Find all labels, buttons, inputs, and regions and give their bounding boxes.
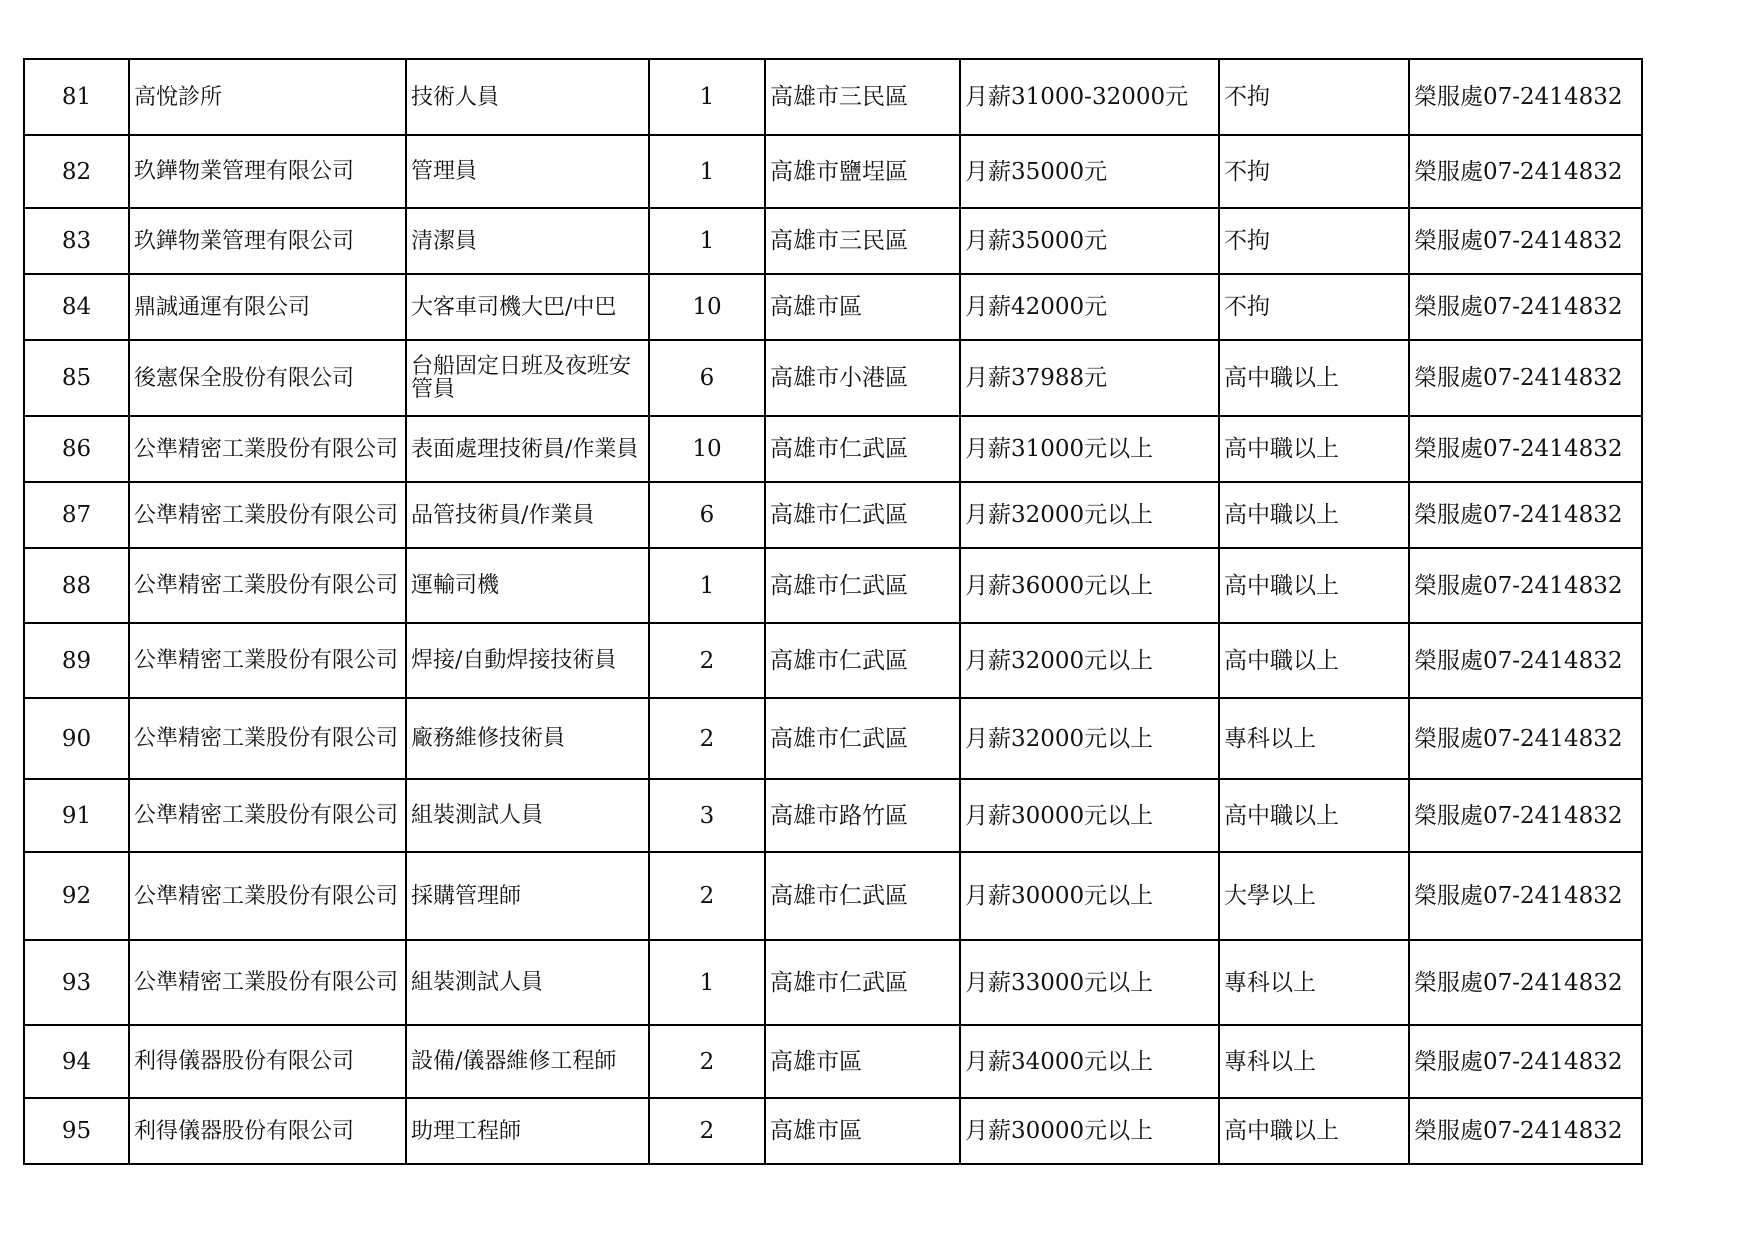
cell-job-title: 組裝測試人員 xyxy=(406,940,649,1025)
cell-contact: 榮服處07-2414832 xyxy=(1409,940,1642,1025)
cell-contact: 榮服處07-2414832 xyxy=(1409,340,1642,416)
table-row xyxy=(24,698,1642,779)
cell-number: 83 xyxy=(24,208,129,274)
table-row xyxy=(24,779,1642,852)
cell-contact: 榮服處07-2414832 xyxy=(1409,416,1642,482)
cell-company: 公準精密工業股份有限公司 xyxy=(129,698,406,779)
cell-contact: 榮服處07-2414832 xyxy=(1409,274,1642,340)
cell-job-title: 焊接/自動焊接技術員 xyxy=(406,623,649,698)
cell-education: 高中職以上 xyxy=(1219,1098,1409,1164)
cell-number: 94 xyxy=(24,1025,129,1098)
cell-education: 高中職以上 xyxy=(1219,416,1409,482)
cell-salary: 月薪30000元以上 xyxy=(960,1098,1219,1164)
table-row xyxy=(24,340,1642,416)
cell-salary: 月薪37988元 xyxy=(960,340,1219,416)
cell-company: 公準精密工業股份有限公司 xyxy=(129,482,406,548)
cell-job-title: 大客車司機大巴/中巴 xyxy=(406,274,649,340)
table-row xyxy=(24,852,1642,940)
cell-location: 高雄市仁武區 xyxy=(765,698,960,779)
table-row xyxy=(24,482,1642,548)
cell-job-title: 設備/儀器維修工程師 xyxy=(406,1025,649,1098)
cell-job-title: 助理工程師 xyxy=(406,1098,649,1164)
cell-openings: 2 xyxy=(649,698,765,779)
cell-contact: 榮服處07-2414832 xyxy=(1409,623,1642,698)
cell-salary: 月薪30000元以上 xyxy=(960,852,1219,940)
cell-company: 公準精密工業股份有限公司 xyxy=(129,623,406,698)
cell-salary: 月薪32000元以上 xyxy=(960,623,1219,698)
cell-location: 高雄市小港區 xyxy=(765,340,960,416)
job-listing-sheet xyxy=(23,58,1641,1165)
cell-openings: 1 xyxy=(649,59,765,135)
table-row xyxy=(24,59,1642,135)
cell-number: 90 xyxy=(24,698,129,779)
cell-salary: 月薪31000元以上 xyxy=(960,416,1219,482)
cell-location: 高雄市三民區 xyxy=(765,59,960,135)
cell-openings: 2 xyxy=(649,1098,765,1164)
cell-openings: 10 xyxy=(649,416,765,482)
cell-number: 82 xyxy=(24,135,129,208)
cell-salary: 月薪35000元 xyxy=(960,135,1219,208)
cell-openings: 6 xyxy=(649,340,765,416)
cell-salary: 月薪34000元以上 xyxy=(960,1025,1219,1098)
cell-number: 93 xyxy=(24,940,129,1025)
cell-location: 高雄市仁武區 xyxy=(765,416,960,482)
cell-location: 高雄市仁武區 xyxy=(765,548,960,623)
cell-location: 高雄市仁武區 xyxy=(765,623,960,698)
cell-job-title: 組裝測試人員 xyxy=(406,779,649,852)
cell-job-title: 清潔員 xyxy=(406,208,649,274)
cell-job-title: 品管技術員/作業員 xyxy=(406,482,649,548)
cell-number: 89 xyxy=(24,623,129,698)
cell-education: 不拘 xyxy=(1219,208,1409,274)
cell-location: 高雄市仁武區 xyxy=(765,940,960,1025)
cell-education: 高中職以上 xyxy=(1219,623,1409,698)
cell-company: 玖鏵物業管理有限公司 xyxy=(129,135,406,208)
table-body xyxy=(24,59,1642,1164)
cell-job-title: 台船固定日班及夜班安管員 xyxy=(406,340,649,416)
job-listing-table xyxy=(23,58,1643,1165)
cell-salary: 月薪33000元以上 xyxy=(960,940,1219,1025)
cell-education: 專科以上 xyxy=(1219,1025,1409,1098)
cell-education: 不拘 xyxy=(1219,135,1409,208)
cell-contact: 榮服處07-2414832 xyxy=(1409,482,1642,548)
cell-openings: 10 xyxy=(649,274,765,340)
cell-company: 公準精密工業股份有限公司 xyxy=(129,852,406,940)
cell-job-title: 管理員 xyxy=(406,135,649,208)
cell-location: 高雄市區 xyxy=(765,274,960,340)
cell-openings: 1 xyxy=(649,135,765,208)
cell-location: 高雄市鹽埕區 xyxy=(765,135,960,208)
cell-number: 88 xyxy=(24,548,129,623)
cell-salary: 月薪36000元以上 xyxy=(960,548,1219,623)
cell-education: 不拘 xyxy=(1219,274,1409,340)
cell-salary: 月薪32000元以上 xyxy=(960,698,1219,779)
table-row xyxy=(24,548,1642,623)
cell-number: 95 xyxy=(24,1098,129,1164)
cell-education: 大學以上 xyxy=(1219,852,1409,940)
cell-openings: 1 xyxy=(649,940,765,1025)
cell-education: 高中職以上 xyxy=(1219,779,1409,852)
cell-education: 高中職以上 xyxy=(1219,340,1409,416)
cell-location: 高雄市仁武區 xyxy=(765,482,960,548)
cell-job-title: 運輸司機 xyxy=(406,548,649,623)
cell-number: 92 xyxy=(24,852,129,940)
table-row xyxy=(24,135,1642,208)
cell-company: 利得儀器股份有限公司 xyxy=(129,1098,406,1164)
cell-salary: 月薪31000-32000元 xyxy=(960,59,1219,135)
cell-salary: 月薪32000元以上 xyxy=(960,482,1219,548)
cell-number: 87 xyxy=(24,482,129,548)
cell-location: 高雄市路竹區 xyxy=(765,779,960,852)
cell-salary: 月薪42000元 xyxy=(960,274,1219,340)
cell-openings: 2 xyxy=(649,1025,765,1098)
table-row xyxy=(24,940,1642,1025)
cell-number: 91 xyxy=(24,779,129,852)
cell-contact: 榮服處07-2414832 xyxy=(1409,548,1642,623)
cell-education: 專科以上 xyxy=(1219,698,1409,779)
cell-salary: 月薪35000元 xyxy=(960,208,1219,274)
cell-number: 84 xyxy=(24,274,129,340)
cell-education: 專科以上 xyxy=(1219,940,1409,1025)
cell-openings: 1 xyxy=(649,208,765,274)
table-row xyxy=(24,1098,1642,1164)
cell-company: 鼎誠通運有限公司 xyxy=(129,274,406,340)
cell-contact: 榮服處07-2414832 xyxy=(1409,698,1642,779)
cell-education: 不拘 xyxy=(1219,59,1409,135)
table-row xyxy=(24,416,1642,482)
table-row xyxy=(24,208,1642,274)
cell-company: 後憲保全股份有限公司 xyxy=(129,340,406,416)
cell-company: 公準精密工業股份有限公司 xyxy=(129,779,406,852)
cell-job-title: 廠務維修技術員 xyxy=(406,698,649,779)
cell-location: 高雄市區 xyxy=(765,1098,960,1164)
cell-contact: 榮服處07-2414832 xyxy=(1409,1098,1642,1164)
cell-location: 高雄市仁武區 xyxy=(765,852,960,940)
cell-company: 高悅診所 xyxy=(129,59,406,135)
table-row xyxy=(24,623,1642,698)
cell-contact: 榮服處07-2414832 xyxy=(1409,208,1642,274)
cell-company: 公準精密工業股份有限公司 xyxy=(129,416,406,482)
table-row xyxy=(24,1025,1642,1098)
table-row xyxy=(24,274,1642,340)
cell-number: 86 xyxy=(24,416,129,482)
cell-openings: 1 xyxy=(649,548,765,623)
cell-company: 利得儀器股份有限公司 xyxy=(129,1025,406,1098)
cell-contact: 榮服處07-2414832 xyxy=(1409,135,1642,208)
cell-job-title: 表面處理技術員/作業員 xyxy=(406,416,649,482)
cell-number: 81 xyxy=(24,59,129,135)
cell-location: 高雄市區 xyxy=(765,1025,960,1098)
cell-contact: 榮服處07-2414832 xyxy=(1409,852,1642,940)
cell-openings: 6 xyxy=(649,482,765,548)
cell-job-title: 技術人員 xyxy=(406,59,649,135)
cell-company: 公準精密工業股份有限公司 xyxy=(129,940,406,1025)
cell-salary: 月薪30000元以上 xyxy=(960,779,1219,852)
cell-company: 玖鏵物業管理有限公司 xyxy=(129,208,406,274)
cell-company: 公準精密工業股份有限公司 xyxy=(129,548,406,623)
cell-openings: 2 xyxy=(649,852,765,940)
cell-education: 高中職以上 xyxy=(1219,548,1409,623)
cell-openings: 2 xyxy=(649,623,765,698)
cell-openings: 3 xyxy=(649,779,765,852)
cell-contact: 榮服處07-2414832 xyxy=(1409,59,1642,135)
cell-number: 85 xyxy=(24,340,129,416)
cell-contact: 榮服處07-2414832 xyxy=(1409,1025,1642,1098)
cell-job-title: 採購管理師 xyxy=(406,852,649,940)
cell-location: 高雄市三民區 xyxy=(765,208,960,274)
cell-contact: 榮服處07-2414832 xyxy=(1409,779,1642,852)
cell-education: 高中職以上 xyxy=(1219,482,1409,548)
